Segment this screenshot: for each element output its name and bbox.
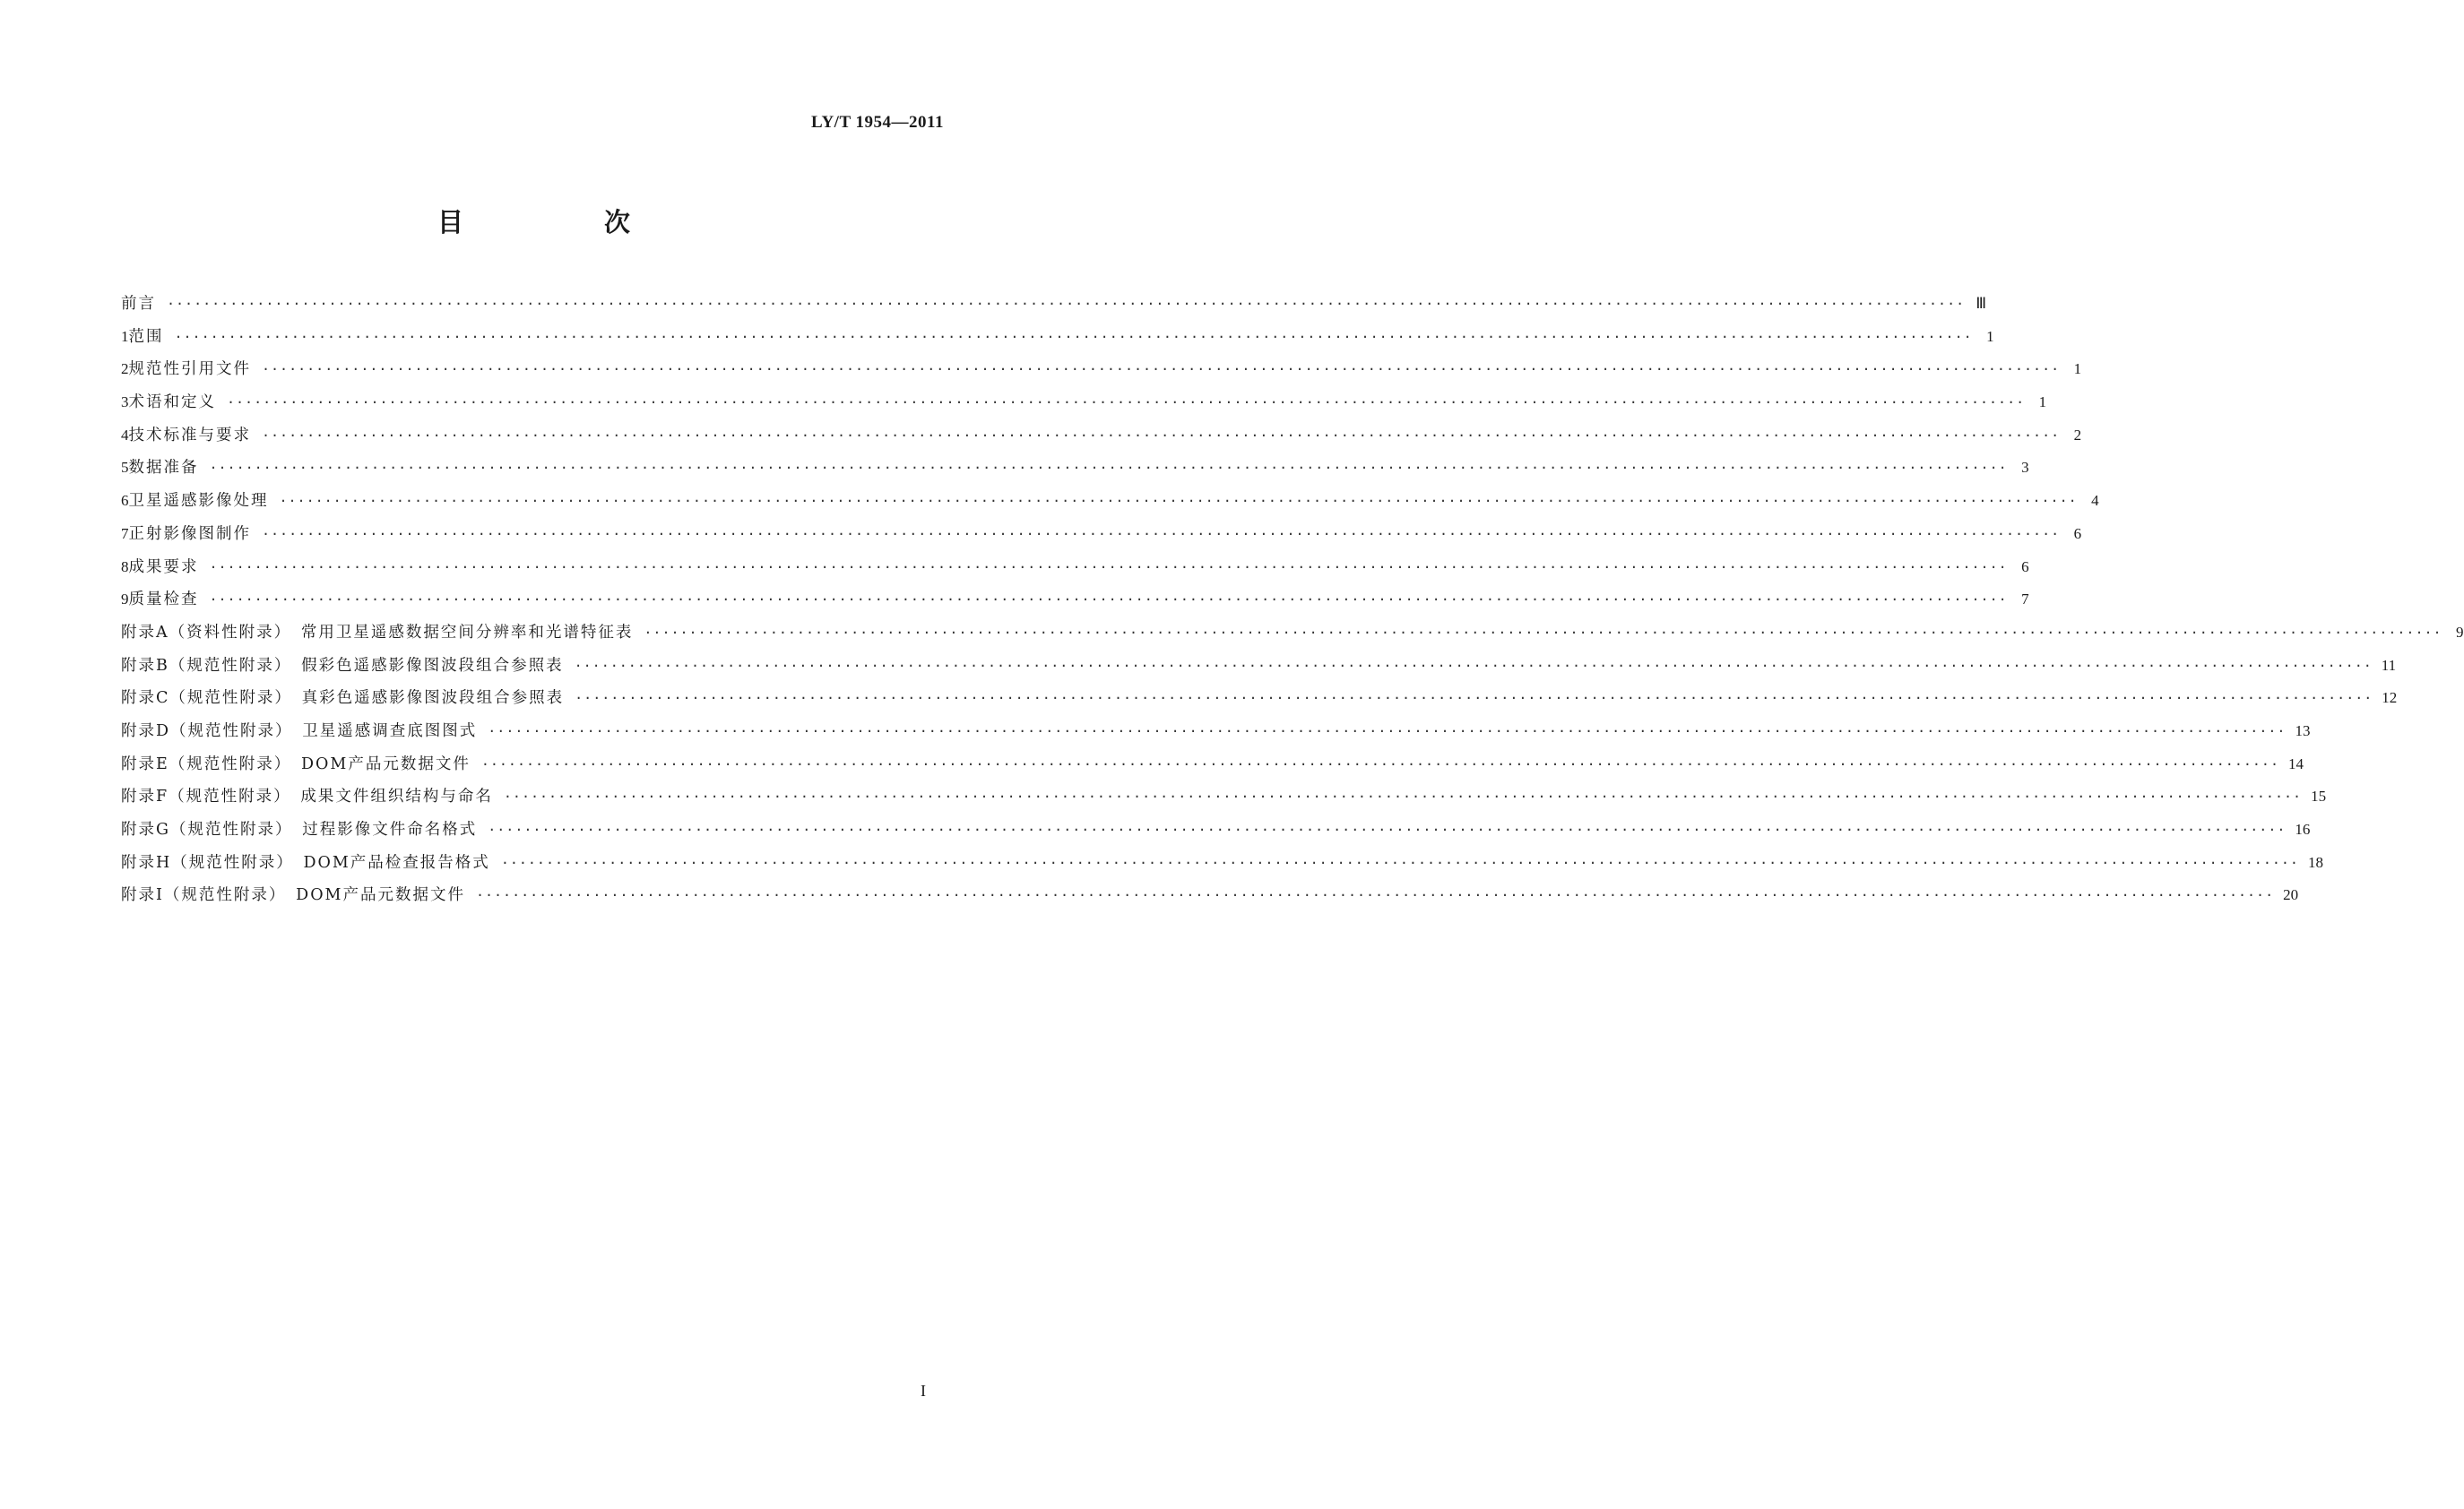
toc-title: 目 次: [437, 207, 687, 237]
dot-leader: ········································································································································································································: [500, 854, 2299, 871]
toc-entry-label: 技术标准与要求: [128, 426, 251, 444]
toc-entry-page: 13: [2295, 721, 2311, 739]
toc-entry-label: 附录G（规范性附录） 过程影像文件命名格式: [121, 821, 478, 839]
toc-entry-8[interactable]: [121, 555, 2029, 588]
toc-entry-9[interactable]: [121, 587, 2029, 620]
toc-entry-page: 20: [2283, 886, 2299, 904]
dot-leader: ········································································································································································································: [488, 722, 2287, 739]
toc-entry-number: 7: [121, 524, 129, 542]
dot-leader: ········································································································································································································: [488, 822, 2287, 838]
toc-entry-page: 11: [2381, 656, 2397, 674]
toc-entry-label: 附录F（规范性附录） 成果文件组织结构与命名: [121, 788, 493, 806]
toc-entry-2[interactable]: [121, 357, 2082, 390]
toc-entry-number: 6: [121, 492, 129, 510]
toc-entry-7[interactable]: [121, 522, 2082, 555]
toc-entry-label: 卫星遥感影像处理: [128, 492, 269, 511]
toc-entry-number: 2: [121, 360, 129, 378]
toc-entry-label: 附录C（规范性附录） 真彩色遥感影像图波段组合参照表: [121, 689, 565, 708]
dot-leader: ········································································································································································································: [167, 296, 1966, 312]
toc-entry-appendix-e[interactable]: [121, 752, 2304, 785]
page-number: I: [921, 1382, 926, 1400]
dot-leader: ········································································································································································································: [262, 525, 2061, 542]
toc-entry-page: Ⅲ: [1976, 295, 1987, 312]
toc-entry-label: 附录B（规范性附录） 假彩色遥感影像图波段组合参照表: [121, 656, 564, 675]
toc-entry-page: 15: [2311, 788, 2327, 806]
toc-entry-1[interactable]: [121, 324, 1994, 358]
toc-entry-label: 附录D（规范性附录） 卫星遥感调查底图图式: [121, 721, 478, 740]
toc-entry-number: 5: [121, 459, 129, 477]
dot-leader: ········································································································································································································: [209, 558, 2008, 575]
toc-entry-label: 成果要求: [128, 557, 199, 576]
toc-entry-number: 1: [121, 327, 129, 345]
dot-leader: ········································································································································································································: [575, 690, 2373, 707]
toc-entry-foreword[interactable]: [121, 291, 1987, 324]
toc-entry-page: 4: [2091, 492, 2099, 510]
dot-leader: ········································································································································································································: [209, 591, 2008, 608]
toc-entry-appendix-d[interactable]: [121, 719, 2311, 752]
toc-entry-page: 6: [2073, 524, 2082, 542]
toc-entry-label: 范围: [128, 327, 164, 346]
toc-entry-appendix-f[interactable]: [121, 784, 2327, 817]
dot-leader: ········································································································································································································: [174, 328, 1973, 345]
toc-entry-page: 2: [2073, 426, 2082, 444]
toc-entry-label: 前言: [121, 295, 156, 313]
toc-entry-appendix-b[interactable]: [121, 653, 2397, 686]
toc-entry-page: 1: [2038, 393, 2047, 411]
dot-leader: ········································································································································································································: [644, 624, 2442, 641]
toc-entry-page: 1: [1986, 327, 1994, 345]
dot-leader: ········································································································································································································: [279, 493, 2078, 510]
toc-entry-5[interactable]: [121, 455, 2029, 488]
toc-entry-6[interactable]: [121, 488, 2099, 522]
dot-leader: ········································································································································································································: [209, 460, 2008, 477]
toc-entry-3[interactable]: [121, 390, 2047, 423]
standard-code: LY/T 1954—2011: [811, 113, 944, 132]
toc-entry-page: 9: [2456, 623, 2464, 641]
toc-entry-label: 质量检查: [128, 591, 199, 609]
dot-leader: ········································································································································································································: [262, 361, 2061, 378]
toc-entry-page: 1: [2073, 360, 2082, 378]
toc-entry-page: 7: [2021, 591, 2029, 608]
toc-entry-page: 18: [2307, 853, 2323, 871]
toc-entry-page: 3: [2021, 459, 2029, 477]
toc-entry-label: 规范性引用文件: [128, 360, 251, 379]
toc-entry-label: 附录H（规范性附录） DOM产品检查报告格式: [121, 853, 490, 872]
dot-leader: ········································································································································································································: [503, 789, 2303, 806]
toc-entry-label: 术语和定义: [128, 393, 216, 412]
dot-leader: ········································································································································································································: [227, 394, 2026, 411]
toc-entry-appendix-i[interactable]: [121, 883, 2299, 916]
toc-entry-number: 9: [121, 591, 129, 608]
toc-entry-appendix-h[interactable]: [121, 850, 2323, 884]
toc-entry-page: 12: [2382, 689, 2398, 707]
toc-entry-number: 4: [121, 426, 129, 444]
toc-entry-page: 14: [2287, 754, 2304, 772]
dot-leader: ········································································································································································································: [475, 887, 2275, 904]
toc-entry-number: 3: [121, 393, 129, 411]
toc-entry-appendix-a[interactable]: [121, 620, 2464, 653]
toc-entry-number: 8: [121, 557, 129, 575]
toc-entry-page: 6: [2021, 557, 2029, 575]
toc-entry-label: 附录E（规范性附录） DOM产品元数据文件: [121, 754, 471, 773]
toc-entry-page: 16: [2295, 821, 2311, 838]
dot-leader: ········································································································································································································: [574, 657, 2373, 674]
toc-entry-label: 数据准备: [128, 459, 199, 478]
toc-entry-appendix-g[interactable]: [121, 817, 2311, 850]
toc-entry-4[interactable]: [121, 423, 2082, 456]
toc-entry-appendix-c[interactable]: [121, 686, 2398, 719]
toc-entry-label: 附录A（资料性附录） 常用卫星遥感数据空间分辨率和光谱特征表: [121, 623, 634, 642]
table-of-contents: [121, 291, 2464, 916]
dot-leader: ········································································································································································································: [480, 755, 2279, 772]
dot-leader: ········································································································································································································: [262, 427, 2061, 444]
toc-entry-label: 正射影像图制作: [128, 524, 251, 543]
toc-entry-label: 附录I（规范性附录） DOM产品元数据文件: [121, 886, 465, 905]
